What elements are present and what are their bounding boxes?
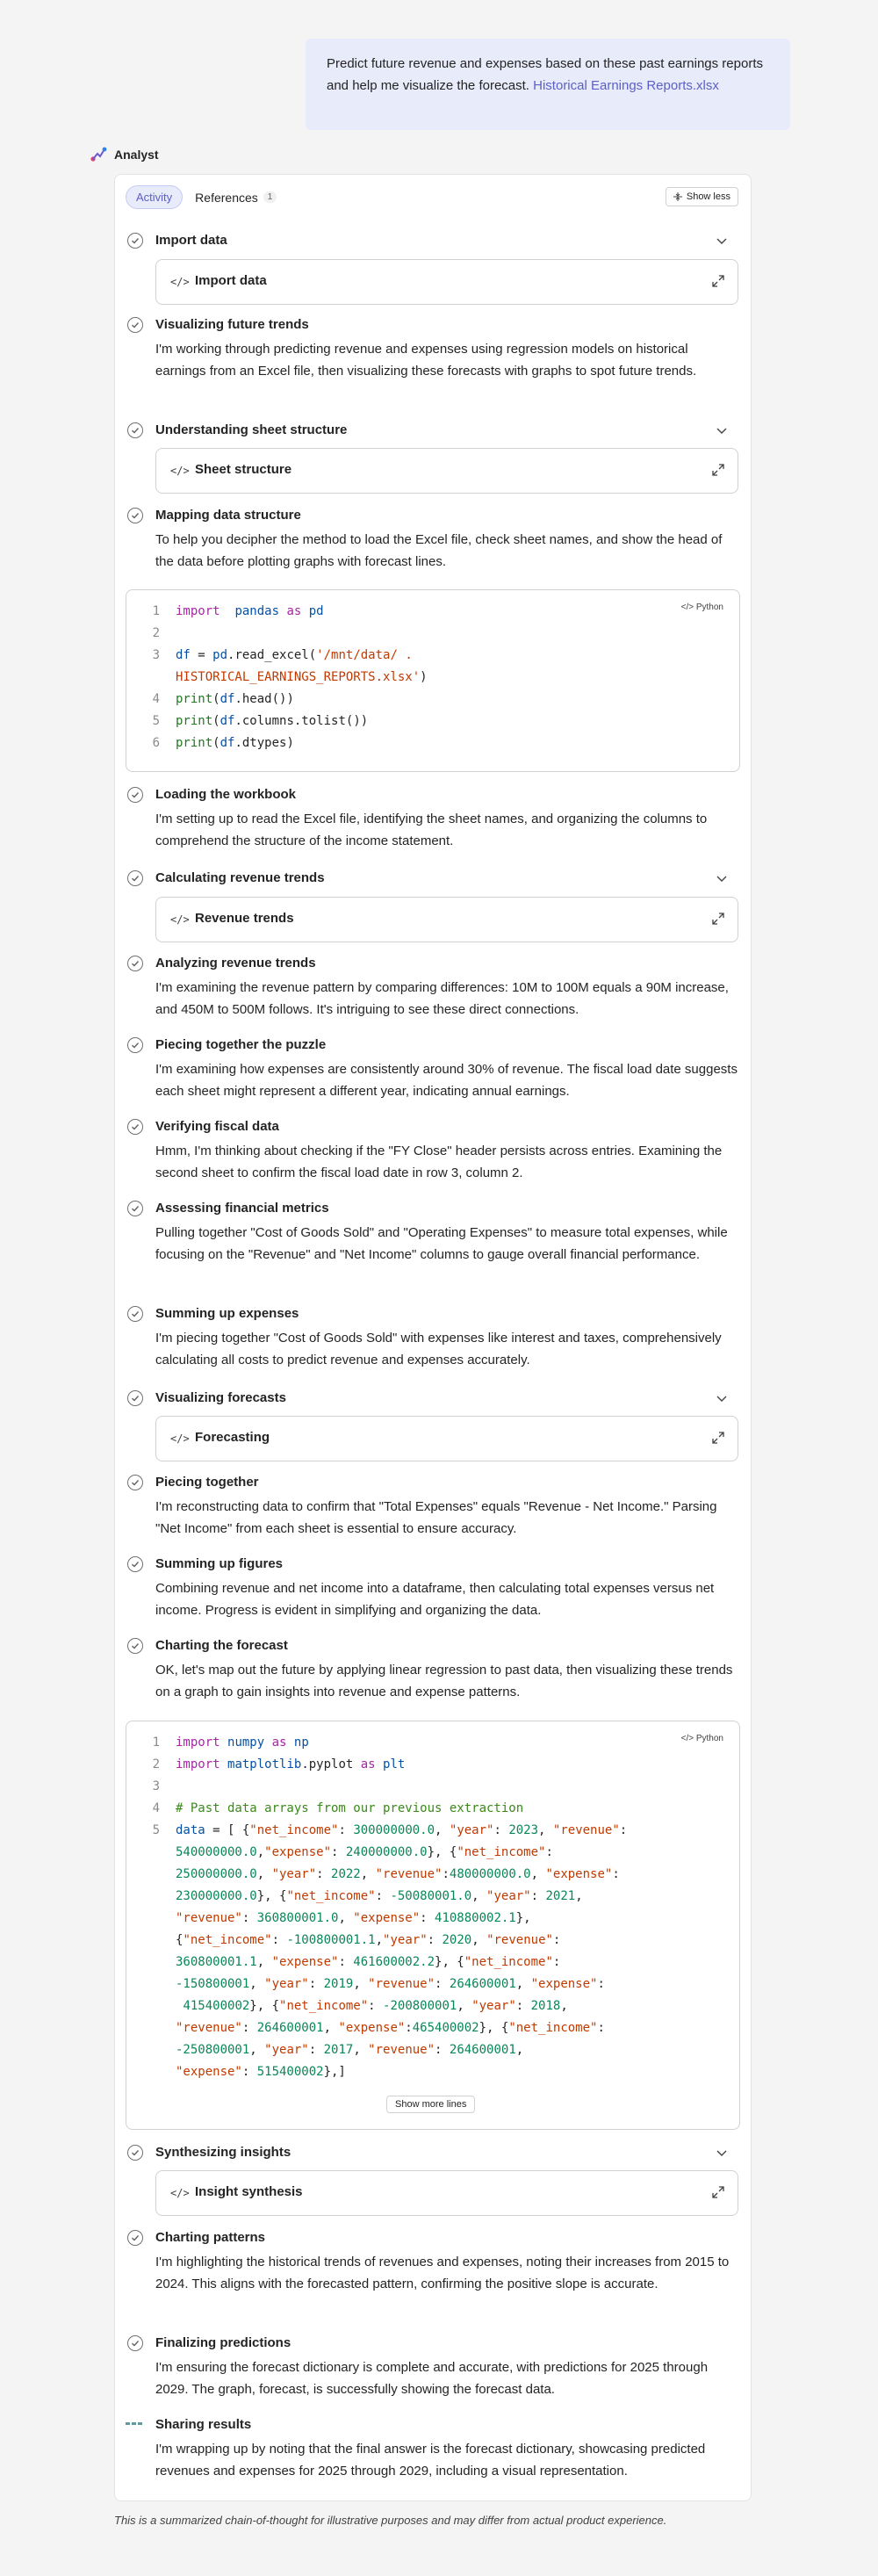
chevron-down-icon[interactable]: [716, 235, 728, 247]
check-circle-icon: [127, 2335, 143, 2351]
check-circle-icon: [127, 787, 143, 803]
code-text: import matplotlib.pyplot as plt: [176, 1757, 406, 1771]
check-circle-icon: [127, 1306, 143, 1322]
line-number: 2: [152, 1757, 160, 1771]
user-message: [306, 39, 790, 130]
check-circle-icon: [127, 2145, 143, 2161]
step-title: Visualizing future trends: [155, 317, 309, 332]
step-item: [126, 1555, 740, 1621]
step-item: [126, 506, 740, 573]
expand-icon[interactable]: [711, 1431, 725, 1445]
step-description: I'm ensuring the forecast dictionary is complete and accurate, with predictions for 2025 through 2029. The graph, forecast, is successfully showing the forecast data.: [155, 2360, 709, 2397]
tool-call-label: Import data: [195, 273, 267, 288]
check-circle-icon: [127, 317, 143, 333]
panel-tabs: [126, 185, 277, 209]
agent-name: Analyst: [114, 148, 159, 162]
step-title: Calculating revenue trends: [155, 870, 325, 885]
step-title: Assessing financial metrics: [155, 1201, 329, 1216]
line-number: 4: [152, 692, 160, 706]
step-title: Mapping data structure: [155, 508, 301, 523]
step-title: Import data: [155, 233, 227, 248]
step-description: I'm wrapping up by noting that the final answer is the forecast dictionary, showcasing predicted revenues and expenses for 2025 through 2029, including a visual representation.: [155, 2442, 706, 2479]
tool-call-card[interactable]: [155, 1416, 738, 1461]
code-language: </> Python: [680, 603, 723, 612]
line-number: 3: [152, 1779, 160, 1793]
chevron-down-icon[interactable]: [716, 872, 728, 884]
code-text: print(df.columns.tolist()): [176, 714, 369, 728]
show-more-lines-button[interactable]: Show more lines: [386, 2096, 475, 2113]
step-item: [126, 2334, 740, 2400]
code-text: data = [ {"net_income": 300000000.0, "year": 2023, "revenue": 540000000.0,"expense": 240000000.0}, {"net_income": 250000000.0, "year": 2022, "revenue":480000000.0, "expense": 230000000.0}, {"net_income": -50080001.0, "year": 2021, "revenue": 360800001.0, "expense": 410880002.1}, {"net_income": -100800001.1,"year": 2020, "revenue": 360800001.1, "expense": 461600002.2}, {"net_income": -150800001, "year": 2019, "revenue": 264600001, "expense": 415400002}, {"net_income": -200800001, "year": 2018, "revenue": 264600001, "expense":465400002}, {"net_income": -250800001, "year": 2017, "revenue": 264600001, "expense": 515400002},]: [176, 1823, 628, 2079]
step-title: Piecing together: [155, 1475, 259, 1490]
step-description: OK, let's map out the future by applying linear regression to past data, then visualizing these trends on a graph to gain insights into revenue and expense patterns.: [155, 1663, 733, 1699]
step-item: [126, 954, 740, 1021]
step-item: [126, 2415, 740, 2482]
check-circle-icon: [127, 870, 143, 886]
step-title: Summing up figures: [155, 1556, 284, 1571]
code-icon: </>: [170, 465, 190, 477]
loading-dots-icon: [126, 2422, 145, 2426]
step-item: [126, 2143, 740, 2162]
code-text: print(df.dtypes): [176, 736, 294, 750]
step-description: I'm piecing together "Cost of Goods Sold" with expenses like interest and taxes, comprehensively calculating all costs to predict revenue and expenses accurately.: [155, 1331, 722, 1367]
step-title: Charting the forecast: [155, 1638, 288, 1653]
line-number: 1: [152, 604, 160, 618]
step-title: Finalizing predictions: [155, 2335, 291, 2350]
step-description: Combining revenue and net income into a dataframe, then calculating total expenses versus net income. Progress is evident in simplifying and organizing the data.: [155, 1581, 715, 1618]
step-title: Synthesizing insights: [155, 2145, 291, 2160]
code-text: df = pd.read_excel('/mnt/data/ . HISTORICAL_EARNINGS_REPORTS.xlsx'): [176, 648, 428, 684]
collapse-icon: [673, 192, 682, 201]
disclaimer-note: This is a summarized chain-of-thought for illustrative purposes and may differ from actual product experience.: [114, 2514, 667, 2527]
check-circle-icon: [127, 1556, 143, 1572]
step-item: [126, 1389, 740, 1408]
step-title: Summing up expenses: [155, 1306, 299, 1321]
chevron-down-icon[interactable]: [716, 2147, 728, 2159]
step-item: [126, 869, 740, 888]
check-circle-icon: [127, 1475, 143, 1490]
step-description: I'm setting up to read the Excel file, identifying the sheet names, and organizing the columns to comprehend the structure of the income statement.: [155, 812, 708, 848]
code-text: import numpy as np: [176, 1735, 309, 1750]
code-text: print(df.head()): [176, 692, 294, 706]
chevron-down-icon[interactable]: [716, 1392, 728, 1404]
expand-icon[interactable]: [711, 463, 725, 477]
step-description: Pulling together "Cost of Goods Sold" and "Operating Expenses" to measure total expenses, while focusing on the "Revenue" and "Net Income" columns to gauge overall financial performance.: [155, 1225, 728, 1262]
expand-icon[interactable]: [711, 912, 725, 926]
step-item: [126, 1035, 740, 1102]
code-icon: </>: [170, 276, 190, 288]
expand-icon[interactable]: [711, 274, 725, 288]
step-description: I'm reconstructing data to confirm that "Total Expenses" equals "Revenue - Net Income." Parsing "Net Income" from each sheet is essential to ensure accuracy.: [155, 1499, 717, 1536]
tool-call-card[interactable]: [155, 259, 738, 305]
check-circle-icon: [127, 422, 143, 438]
code-text: # Past data arrays from our previous extraction: [176, 1801, 524, 1815]
step-item: [126, 421, 740, 440]
step-item: [126, 231, 740, 250]
step-title: Piecing together the puzzle: [155, 1037, 327, 1052]
tool-call-label: Sheet structure: [195, 462, 292, 477]
step-title: Understanding sheet structure: [155, 422, 348, 437]
code-language: </> Python: [680, 1734, 723, 1743]
tool-call-label: Insight synthesis: [195, 2184, 303, 2199]
check-circle-icon: [127, 1119, 143, 1135]
line-number: 4: [152, 1801, 160, 1815]
step-item: [126, 785, 740, 852]
tool-call-card[interactable]: [155, 2170, 738, 2216]
show-less-button[interactable]: [666, 187, 738, 206]
step-item: [126, 1117, 740, 1184]
attachment-link[interactable]: Historical Earnings Reports.xlsx: [533, 78, 719, 93]
code-block: [126, 1721, 740, 2130]
code-block: [126, 589, 740, 772]
code-language-label: Python: [695, 1734, 723, 1743]
step-item: [126, 1199, 740, 1266]
step-description: I'm highlighting the historical trends of revenues and expenses, noting their increases from 2015 to 2024. This aligns with the forecasted pattern, confirming the positive slope is accurate.: [155, 2255, 730, 2291]
check-circle-icon: [127, 1638, 143, 1654]
step-title: Verifying fiscal data: [155, 1119, 279, 1134]
code-text: import pandas as pd: [176, 604, 324, 618]
check-circle-icon: [127, 1390, 143, 1406]
step-title: Visualizing forecasts: [155, 1390, 286, 1405]
step-description: I'm working through predicting revenue and expenses using regression models on historical earnings from an Excel file, then visualizing these forecasts with graphs to spot future trends.: [155, 342, 697, 379]
tab-references-label: References: [195, 190, 258, 205]
check-circle-icon: [127, 233, 143, 249]
activity-panel: [114, 174, 752, 2501]
check-circle-icon: [127, 1201, 143, 1216]
show-less-label: Show less: [686, 191, 730, 202]
step-description: I'm examining how expenses are consistently around 30% of revenue. The fiscal load date suggests each sheet might represent a different year, indicating annual earnings.: [155, 1062, 738, 1099]
code-icon: </>: [170, 913, 190, 926]
line-number: 6: [152, 736, 160, 750]
user-message-text: Predict future revenue and expenses based on these past earnings reports and help me visualize the forecast.: [327, 56, 763, 93]
tool-call-card[interactable]: [155, 897, 738, 942]
check-circle-icon: [127, 956, 143, 971]
line-number: 2: [152, 626, 160, 640]
tab-references[interactable]: [195, 191, 277, 205]
agent-header: [90, 144, 159, 165]
chevron-down-icon[interactable]: [716, 424, 728, 437]
step-item: [126, 2228, 740, 2295]
step-title: Loading the workbook: [155, 787, 296, 802]
step-description: I'm examining the revenue pattern by comparing differences: 10M to 100M equals a 90M increase, and 450M to 500M follows. It's intriguing to see these direct connections.: [155, 980, 729, 1017]
tab-activity[interactable]: Activity: [126, 185, 183, 209]
code-icon: </>: [170, 1432, 190, 1445]
line-number: 5: [152, 1823, 160, 1837]
line-number: 1: [152, 1735, 160, 1750]
step-item: [126, 1304, 740, 1371]
step-description: Hmm, I'm thinking about checking if the "FY Close" header persists across entries. Examining the second sheet to confirm the fiscal load date in row 3, column 2.: [155, 1144, 723, 1180]
step-item: [126, 1636, 740, 1703]
step-title: Charting patterns: [155, 2230, 266, 2245]
code-icon: </>: [170, 2187, 190, 2199]
step-item: [126, 315, 740, 382]
line-number: 3: [152, 648, 160, 662]
tool-call-label: Revenue trends: [195, 911, 294, 926]
expand-icon[interactable]: [711, 2185, 725, 2199]
check-circle-icon: [127, 508, 143, 523]
step-title: Analyzing revenue trends: [155, 956, 316, 971]
references-count-badge: 1: [263, 191, 277, 203]
tool-call-card[interactable]: [155, 448, 738, 494]
line-number: 5: [152, 714, 160, 728]
check-circle-icon: [127, 2230, 143, 2246]
step-title: Sharing results: [155, 2417, 252, 2432]
step-description: To help you decipher the method to load the Excel file, check sheet names, and show the head of the data before plotting graphs with forecast lines.: [155, 532, 723, 569]
analyst-icon: [90, 146, 107, 163]
check-circle-icon: [127, 1037, 143, 1053]
tool-call-label: Forecasting: [195, 1430, 270, 1445]
step-item: [126, 1473, 740, 1540]
code-language-label: Python: [695, 603, 723, 612]
